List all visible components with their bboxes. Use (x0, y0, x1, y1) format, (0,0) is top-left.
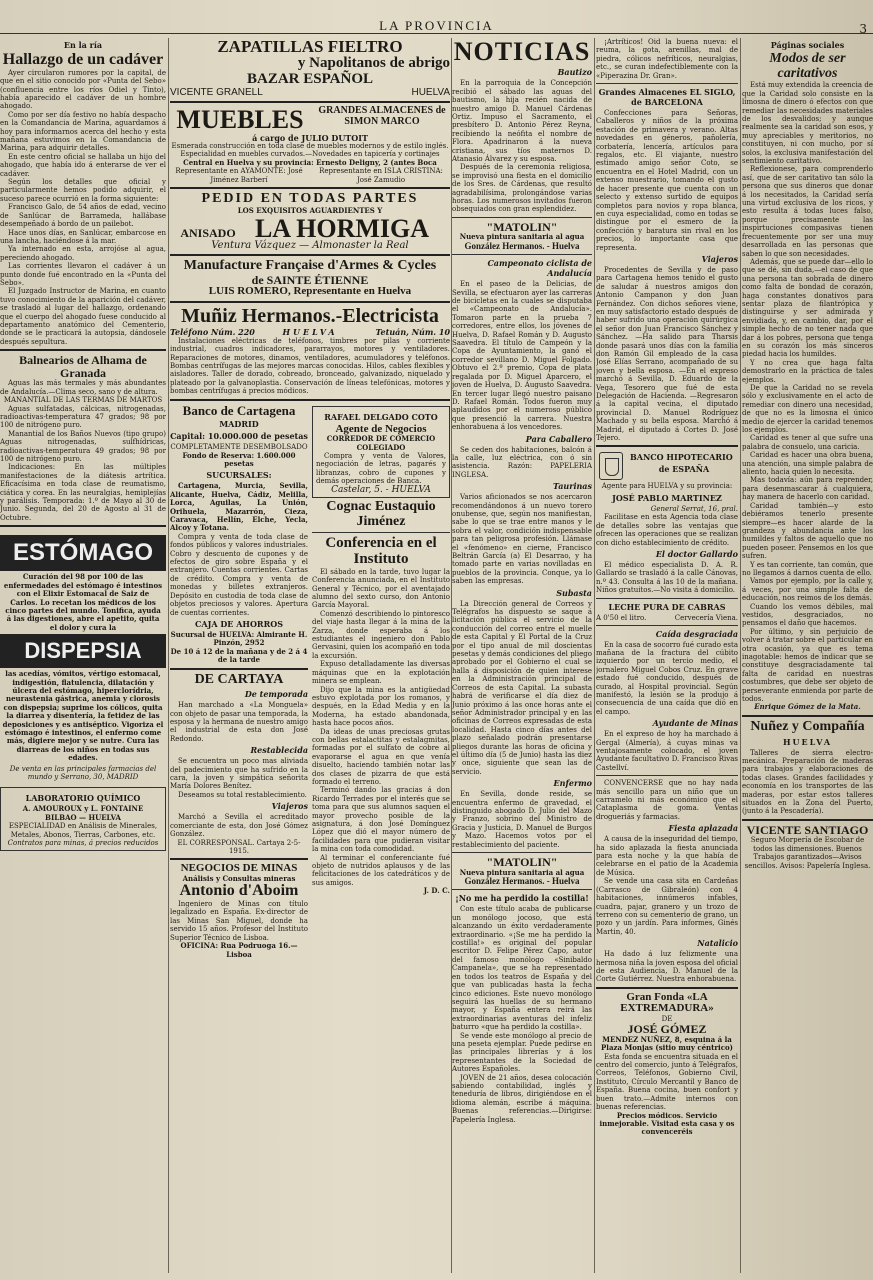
ad-muniz-title: Muñiz Hermanos.-Electricista (181, 304, 439, 327)
paragraph: Se encuentra un poco mas aliviada del padecimiento que ha sufrido en la cara, la joven y simpática señorita María Dolores Benítez. (170, 757, 308, 791)
conf-sign: J. D. C. (423, 886, 450, 896)
paragraph: MANANTIAL DE LAS TERMAS DE MARTOS (3, 396, 163, 405)
banco-title: BANCO HIPOTECARIO (630, 452, 733, 463)
paragraph: Además, que se puede dar—ello lo que se dé, sin duda,—el caso de que una persona tan sobrada de dinero como falta de bondad de corazón, haga constantes donativos para sentar plaza de filantrópica y distinguirse y ser admirada y envidiada, y, en cambio, dar, por el simple hecho de no tener nada que dar á los pobres, persona que tenga en su corazón los más sinceros piedad hacia los humildes. (742, 257, 873, 359)
lab-text: ESPECIALIDAD en Análisis de Minerales, Metales, Abonos, Tierras, Carbones, etc. (8, 822, 158, 839)
rafael-sub: Agente de Negocios (335, 422, 427, 435)
ad-muniz-city: HUELVA (282, 326, 338, 337)
bank-sub: COMPLETAMENTE DESEMBOLSADO (170, 443, 308, 452)
paragraph: Dijo que la mina es la antigüedad estuvo explotada por los romanos, y después, en la Edad Media y en la Moderna, ha estado abandonada, hasta hace pocos años. (312, 685, 450, 728)
paragraph: El médico especialista D. A. R. Gallardo se trasladó á la calle Cánovas, n.º 43. Consulta á las 10 de la mañana. Niños gratuitos.—No visita á domicilio. (596, 560, 738, 595)
ad-muniz-info (170, 327, 450, 337)
fonda-foot: Precios módicos. Servicio inmejorable. Visitad esta casa y os convenceréis (599, 1110, 735, 1137)
bank-branches: Cartagena, Murcia, Sevilla, Alicante, Huelva, Cádiz, Melilla, Lorca, Aguilas, La Unión, Orihuela, Mazarrón, Cieza, Caravaca, Hellín, Elche, Yecla, Alcoy y Totana. (170, 481, 308, 533)
subhead: Fiesta aplazada (668, 823, 738, 834)
paragraph: Está muy extendida la creencia de que la Caridad solo consiste en la limosna de dinero ó efectos con que remediar las necesidades materiales de los desvalidos; y aunque realmente sea la caridad son esos, y muy apreciables y meritorios, no constituyen, ni con mucho, por sí solos, la exclusiva manifestación del sentimiento caritativo. (742, 81, 873, 166)
ad-zapatillas-sub: y Napolitanos de abrigo (297, 54, 450, 71)
subhead: Viajeros (271, 801, 308, 812)
ad-zapatillas-title: ZAPATILLAS FIELTRO (217, 38, 403, 56)
ad-hormiga-title: LA HORMIGA (254, 214, 430, 244)
ad-hormiga-sub: LOS EXQUISITOS AGUARDIENTES Y (237, 205, 383, 215)
paragraph: Se vende una casa sita en Cardeñas (Carrasco de Gibraleón) con 4 habitaciones, innúmeros infables, cuadra, pajar, granero y un trozo de terreno con su cementerio de grano, un pozo y un jardín. Para informes, Ginés Martin, 40. (596, 877, 738, 936)
headline-balnearios: Balnearios de Alhama de Granada (19, 353, 147, 380)
noticias-title: NOTICIAS (453, 38, 591, 66)
divider (170, 101, 450, 103)
bank-capital: Capital: 10.000.000 de pesetas (170, 431, 308, 442)
column-4 (596, 38, 738, 1278)
section-kicker: Páginas sociales (770, 40, 845, 50)
coat-of-arms-icon (599, 452, 623, 480)
headline-cadaver: Hallazgo de un cadáver (2, 51, 164, 68)
column-rule (594, 38, 595, 1273)
paragraph: Han marchado a «La Monguela» con objeto de pasar una temporada, la esposa y la hermana de nuestro amigo el industrial de esta don José Redondo. (170, 701, 308, 743)
bank-ad (170, 404, 308, 959)
divider (452, 852, 592, 853)
paragraph: Por último, y sin perjuicio de volver á tratar sobre el particular en otra ocasión, ya que es tema inagotable: hemos de indicar que se constituye desgraciadamente tal falta de caridad en nuestras costumbres, que debe ser objeto de perseverante enmienda por parte de todos. (742, 627, 873, 704)
subhead: Viajeros (701, 253, 738, 264)
bank-fund: Fondo de Reserva: 1.600.000 pesetas (182, 450, 296, 468)
leche-price: A 0'50 el litro. (596, 613, 647, 622)
right-subcolumn (312, 404, 450, 959)
ad-armes-rep: LUIS ROMERO, Representante en Huelva (208, 285, 412, 298)
paragraph: En el expreso de hoy ha marchado á Gergal (Almería), á cuyas minas va ventajosamente colocado, el joven Ayudante facultativo D. Francisco Rivas Castellví. (596, 730, 738, 772)
bank-caja: CAJA DE AHORROS (195, 618, 283, 629)
bank-text: Compra y venta de toda clase de fondos públicos y valores industriales. Cobro y descuento de cupones y de efectos de giro sobre España y el extranjero. Cuentas corrientes. Cartas de crédito. Compra y venta de monedas y billetes extranjeros. Depósito en custodia de toda clase de objetos preciosos y valores. Apertura de cuentas corrientes. (170, 532, 308, 617)
minas-addr: OFICINA: Rua Podruoga 16.—Lisboa (180, 941, 298, 959)
matolin-sub: Nueva pintura sanitaria al agua (459, 232, 585, 242)
paragraph: Como por ser día festivo no había despacho en la Comandancia de Marina, aguardamos á hoy para informarnos acerca del hecho y esta mañana estuvimos en la Comandancia de Marina, para adquirir detalles. (0, 110, 166, 153)
bank-branches-title: SUCURSALES: (206, 470, 272, 481)
lab-ad (0, 787, 166, 851)
paragraph: Esta fonda se encuentra situada en el centro del comercio, junto á Telégrafos, Correos, Teléfonos, Gobierno Civil, Instituto, Círculo Mercantil y Banco de España. Buena cocina, buen confort y buen trato.—Admite internos con buenas referencias. (596, 1052, 738, 1112)
divider (312, 532, 450, 533)
paragraph: Se vende este monólogo al precio de una peseta ejemplar. Puede pedirse en las principales librerías y á los representantes de la Sociedad de Autores Españoles. (452, 1031, 592, 1074)
leche-info (596, 614, 738, 622)
paragraph: CONVENCERSE que no hay nada más sencillo para un niño que un carramelo ni más económico que el Cataplasma de goma. Ventas drogueriás y farmacias. (596, 779, 738, 821)
paragraph: Y es tan corriente, tan común, que no llegamos á darnos cuenta de ello. (742, 560, 873, 577)
minas-sub: Análisis y Consultas mineras (182, 873, 296, 883)
column-rule (168, 38, 169, 1273)
subhead: El doctor Gallardo (655, 548, 738, 559)
paragraph: Caridad es hacer una obra buena, una atención, una simple palabra de aliento, hacia quien lo necesita. (742, 451, 873, 477)
subhead: Natalicio (697, 938, 738, 949)
column-2 (170, 38, 450, 1278)
column-rule (740, 38, 741, 1273)
paragraph: Ya internado en esta, arrojóse al agua, pereciendo ahogado. (0, 245, 166, 262)
paragraph: Procedentes de Sevilla y de paso para Cartagena hemos tenido el gusto de saludar á nuestros amigos don Antonio Campanon y don Juan Fernández. Con dichos señores viene, en muy satisfactorio estado después de haber sufrido una operación quirúrgica el señor don Juan Francisco Sánchez y Sánchez. —Ha salido para Tharsis donde pasará unos días con la familia don Ramón Gil empleado de la casa José Elías Serrano, acompañado de su joven y bella esposa. —En el expreso marchó á Sevilla, D. Eduardo de la Vega, Tesorero que fué de esta Delegación de Hacienda. —Regresaron á la capital vecina, el diputado provincial D. Manuel Rodríguez Machado y su bella esposa. Marchó á Madrid, el diputado á Cortes D. José Tejero. (596, 265, 738, 443)
ad-muebles-rep1: Representante en AYAMONTE: José Jiménez Barberí (175, 167, 303, 184)
divider (742, 819, 873, 821)
lab-cities: BILBAO — HUELVA (45, 812, 121, 822)
rafael-ad (312, 406, 450, 498)
paragraph: Aguas sulfatadas, cálcicas, nitrogenadas, radioactivas-temperatura 47 grados; 98 por 100 de nitrógeno puro. (0, 404, 166, 430)
dispepsia-banner: DISPEPSIA (0, 634, 166, 668)
ad-muebles-charge: á cargo de JULIO DUTOIT (252, 132, 368, 143)
estomago-banner: ESTÓMAGO (0, 535, 166, 571)
paragraph: El Juzgado Instructor de Marina, en cuanto tuvo conocimiento de la aparición del cadáver, se trasladó al lugar del hallazgo, ordenando que el cuerpo del ahogado fuese conducido al departamento anatómico del Cementerio, donde se le practicará la autopsia, dándosele después sepultura. (0, 287, 166, 346)
paragraph: Confecciones para Señoras, Caballeros y niños de la próxima estación de primavera y verano. Altas novedades en géneros, pañolería, corbatería, lencería, artículos para regalos, etc. El viajante, nuestro estimado amigo señor Coto, se encuentra en el Hotel Madrid, con un extenso muestrario, tomando el gusto de hacer presente que cuenta con un selecto y extenso surtido de equipos completos para novios y ropa blanca, en cuya especialidad, como en todas se distingue por el esmero de la confección y baratura sin rival en los precios, lo importante casa que representa. (596, 109, 738, 252)
banco-seal (596, 450, 626, 482)
cognac-title: Cognac Eustaquio Jiménez (326, 498, 436, 529)
ad-hormiga-owner: Ventura Vázquez — Almonaster la Real (211, 240, 409, 252)
lab-names: A. AMOUROUX y L. FONTAINE (22, 804, 144, 814)
ad-zapatillas-store: BAZAR ESPAÑOL (247, 70, 373, 87)
paragraph: En la casa de socorro fué curado esta mañana de la fractura del cúbito izquierdo por un tercio medio, el jornalero Miguel Cobos Cruz. En grave estado fué conducido, después de curado, al Hospital provincial. Según manifestó, la lesión se la produjo á consecuencia de una caída que dió en el campo. (596, 640, 738, 716)
divider (452, 254, 592, 255)
paragraph: JOVEN de 21 años, desea colocación sabiendo contabilidad, inglés y teneduría de libros, dirigiéndose en el idioma alemán, escribe á máquina. Buenas referencias.—Dirigirse: Papelería Inglesa. (452, 1073, 592, 1124)
paragraph: Varios aficionados se nos acercaron recomendándonos á un nuevo torero onubense, que, según nos manifiestan, sabe lo que se trae entre manos y le sobra el valor, condición indispensable para tan peligrosa profesión. Llámase el «fenómeno» en cierne, Francisco Beltrán García (a) El Desarrao, y ha tomado parte en varias novilladas en pueblos de la provincia. Conque, ya lo saben las empresas. (452, 493, 592, 586)
ad-hormiga-brand (170, 215, 450, 242)
paragraph: Se ceden dos habitaciones, balcón á la calle, luz eléctrica, con ó sin asistencia. Razón: PAPELERIA INGLESA. (452, 445, 592, 479)
divider (0, 349, 166, 351)
ad-muebles-central: Central en Huelva y su provincia: Ernesto Deligny, 2 (antes Boca (183, 157, 437, 167)
story-cadaver (0, 69, 166, 346)
paragraph: Ha dado á luz felizmente una hermosa niña la joven esposa del oficial de esta Audiencia, D. Manuel de la Corte Gutiérrez. Nuestra enhorabuena. (596, 950, 738, 984)
fonda-addr: MENDEZ NUÑEZ, 8, esquina á la Plaza Monjas (sitio muy céntrico) (601, 1034, 733, 1053)
divider (596, 83, 738, 84)
divider (170, 399, 450, 401)
ad-muniz-text: Instalaciones eléctricas de teléfonos, timbres por pilas y corriente industrial, cuadros indicadores, pararrayos, motores y ventiladores. Reparaciones de motores, dinamos, ventiladores, acumuladores y teléfonos. Bombas centrífugas de las mejores marcas conocidas. Hilos, cables flexibles y aisladores. Taller de dorado, cobreado, bronceado, galvanizado, niquelado y plateado por la galvanoplastia. Conservación de líneas telefónicas, motores y bombas centrífugas á precios módicos. (170, 336, 450, 396)
vs-text: Seguro Morpería de Escobar de todos las dimensiones. Buenos Trabajos garantizados—Avisos sencillos. Avisos: Papelería Inglesa. (744, 836, 871, 870)
ad-muebles-header (170, 106, 450, 133)
subhead: Taurinas (553, 481, 592, 492)
cartaya-title: DE CARTAYA (194, 671, 284, 687)
banco-addr: General Serrat, 16, pral. (650, 504, 738, 513)
minas-text: Ingeniero de Minas con título legalizado en España. Ex-director de las Minas San Miguel, donde ha servido 15 años. Profesor del Instituto Superior Técnico de Lisboa. (170, 900, 308, 942)
ad-owner: VICENTE GRANELL (170, 87, 263, 99)
paragraph: De que la Caridad no se revela sólo y exclusivamente en el acto de remediar con dinero una necesidad, de que no es la limosna el único medio de ejercer la caridad tenemos los ejemplos. (742, 384, 873, 435)
paragraph: Vamos por ejemplo, por la calle y, á veces, por una simple falta de educación, nos reimos de los demás. (742, 577, 873, 603)
subhead: Bautizo (557, 67, 592, 78)
paragraph: Expuso detalladamente las diversas máquinas que en la explotación minera se emplean. (312, 660, 450, 686)
paragraph: En este centro oficial se hallaba un hijo del ahogado, que había ido á enterarse de ver el cadáver. (0, 152, 166, 178)
column-3 (452, 38, 592, 1278)
paragraph: Aguas las más termales y más abundantes de Andalucía.—Clima seco, sano y de altura. (0, 379, 166, 396)
paragraph: El sábado en la tarde, tuvo lugar la Conferencia anunciada, en el Instituto General y Técnico, por el aventajado alumno del sexto curso, don Antonio García Mayoral. (312, 567, 450, 610)
matolin2-firm: González Hermanos. - Huelva (464, 876, 580, 887)
divider (452, 889, 592, 890)
banco-name: JOSÉ PABLO MARTINEZ (612, 492, 722, 503)
story-balnearios (0, 379, 166, 522)
paragraph: EL CORRESPONSAL. Cartaya 2-5-1915. (177, 838, 301, 855)
divider (170, 858, 308, 860)
masthead (0, 18, 873, 34)
banco-agent: Agente para HUELVA y su provincia: (601, 482, 733, 491)
divider (596, 598, 738, 599)
ad-muebles-rep2: Representante en ISLA CRISTINA: José Zamudio (319, 167, 443, 184)
paragraph: Reflexionese, para comprenderlo así, que de ser caritativo tan sólo la persona que sus dineros que donar á los necesitados, la Caridad sería una virtud exclusiva de los ricos, y esto resulta á todas luces falso, porque precisamente las inspirtuciones compasivas tienen frecuentemente por ser una muy desarrollada en las personas que saben lo que son necesidades. (742, 165, 873, 258)
paragraph: Facilitase en esta Agencia toda clase de detalles sobre las ventajas que ofrecen las operaciones que se realizan con dicho establecimiento de crédito. (596, 513, 738, 547)
divider (0, 525, 166, 527)
bank-caja-text: Sucursal de HUELVA: Almirante H. Pinzón, 2952 (170, 629, 308, 648)
subhead: Ayudante de Minas (652, 718, 738, 729)
paragraph: Indicaciones: En las múltiples manifestaciones de la diátesis artrítica. Eficacísima en toda clase de reumatismo, ciática y corea. En las neuralgias, hemiplejías y parálisis. Temporada: 1.º de Mayo al 30 de Junio. Segunda, del 20 de Agosto al 31 de Octubre. (0, 463, 166, 522)
divider (596, 775, 738, 776)
ad-zapatillas-footer (170, 87, 450, 98)
ad-muniz-addr: Tetuán, Núm. 10 (375, 326, 450, 337)
ads-row (170, 404, 450, 959)
rafael-text: Compra y venta de Valores, negociación de letras, pagarés y libranzas, cobro de cupones y demás operaciones de Banca. (316, 451, 446, 486)
paragraph: Terminó dando las gracias á don Ricardo Terrades por el interés que se toma para que sus alumnos saquen el mayor provecho posible de la asignatura, á don José Domínguez López que dió el mayor número de facilidades para que pudieran visitar la mina con toda comodidad. (312, 786, 450, 854)
subhead: ¡No me ha perdido la costilla! (455, 893, 589, 904)
paragraph: Según los detalles que oficial y particularmente hemos podido adquirir, el suceso parece ocurrió en la forma siguiente: (0, 178, 166, 203)
subhead: Restablecida (250, 745, 308, 756)
subhead: De temporada (244, 689, 308, 700)
paragraph: En la parroquia de la Concepción recibió el sábado las aguas del bautismo, la hija recién nacida de nuestro amigo D. Manuel Cárdenas Ortiz. Impuso el Sacramento, el presbítero D. Antonio Pérez Reyna, recibiendo la neófita el nombre de Flora. Apadrinaron á la nueva cristiana, sus tíos maternos D. Atanasio Álvarez y su esposa. (452, 79, 592, 163)
paragraph: Francisco Galo, de 54 años de edad, vecino de Sanlúcar de Barrameda, hallábase desempeñado á bordo de un pailebot. (0, 203, 166, 229)
subhead: Caída desgraciada (655, 628, 738, 639)
paragraph: Caridad también—y esto debiéramos tenerlo presente siempre—es hacer alarde de la grandeza y abundancia ante los humildes y faltos de aquello que no pueden poseer. Pensemos en los que sufren. (742, 501, 873, 561)
paragraph: La Dirección general de Correos y Telégrafos ha dispuesto se saque á licitación pública el servicio de la conducción del correo entre el muelle de esta Capital y El Portal de la Cruz por el tipo anual de mil doscientas pesetas y demás condiciones del pliego aprobado por el Gobierno el cual se halla á disposición de quien interese en la Administración principal de Correos de esta Capital. La subasta habrá de verificarse el día diez de Junio próximo á las once horas ante el señor Administrador principal y en las oficinas de Correos expresadas de esta localidad. Hasta cinco días antes del plazo señalado podrán presentarse pliegos durante las horas de oficina y el último día (5 de Junio) hasta las diez y once, siguiente que sean las de servicio. (452, 599, 592, 776)
vs-title: VICENTE SANTIAGO (746, 822, 869, 837)
paragraph: Marchó a Sevilla el acreditado comerciante de esta, don José Gómez González. (170, 813, 308, 839)
ad-muebles-store: GRANDES ALMACENES de SIMON MARCO (318, 105, 446, 127)
matolin2-title: "MATOLIN" (486, 855, 558, 870)
nunez-title: Nuñez y Compañía (750, 718, 865, 734)
leche-place: Cervecería Viena. (674, 613, 738, 622)
subhead: Campeonato ciclista de Andalucía (487, 258, 592, 279)
paragraph: Al terminar el conferenciante fué objeto de nutridos aplausos y de las felicitaciones de los catedráticos y de sus amigos. (312, 853, 450, 887)
ad-muniz-phone: Teléfono Núm. 220 (170, 326, 255, 337)
masthead-title: LA PROVINCIA (379, 18, 494, 33)
lab-title: LABORATORIO QUÍMICO (25, 793, 141, 804)
paragraph: En Sevilla, donde reside, se encuentra enfermo de gravedad, el distinguido abogado D. Julio del Mazo y Franzo, sobrino del Ministro de Gracia y Justicia, D. Manuel de Burgos y Mazo. Hacemos votos por el restablecimiento del paciente. (452, 790, 592, 849)
column-1 (0, 38, 166, 1278)
rafael-addr: Castelar, 5. - HUELVA (331, 484, 431, 495)
paragraph: Las corrientes llevaron el cadáver á un punto donde fué encontrado en la «Punta del Sebo». (0, 262, 166, 287)
ad-city: HUELVA (411, 87, 450, 99)
paragraph: Da ideas de unas preciosas grutas con bellas estalactitas y estalagmitas, formadas por el sulfato de cobre al evaporarse el agua en que venía disuelto, haciendo también notar las dos clases de pizarra de que está formado el terreno. (312, 727, 450, 786)
ad-armes-title: Manufacture Française d'Armes & Cycles (183, 257, 437, 273)
divider (596, 987, 738, 989)
paragraph: Con este título acaba de publicarse un monólogo jocoso, que está alcanzando un éxito verdaderamente extraordinario. «¡Se me ha perdido la costilla!» es original del popular escritor D. Felipe Pérez Capo, autor del famoso monólogo «Sinibaldo Campanela», que se ha representado en todos los teatros de España y del que van publicadas hasta la fecha cinco ediciones. Este nuevo monólogo seguirá las huellas de su hermano mayor, y España entera reirá las extraordinarias aventuras del infeliz baturro «que ha perdido la costilla». (452, 905, 592, 1032)
ad-muebles-title: MUEBLES (176, 105, 304, 135)
divider (170, 187, 450, 189)
estomago-text: Curación del 98 por 100 de las enfermedades del estómago é intestinos con el Elixir Estomacal de Saiz de Carlos. Lo recetan los médicos de los cinco partes del mundo. Tonifica, ayuda á las digestiones, abre el apetito, quita el dolor y cura la (3, 572, 163, 632)
minas-title: NEGOCIOS DE MINAS (180, 862, 298, 875)
rafael-corr: CORREDOR DE COMERCIO COLEGIADO (326, 434, 436, 452)
nunez-city: HUELVA (782, 736, 833, 747)
conf-title: Conferencia en el Instituto (325, 535, 437, 568)
divider (596, 445, 738, 447)
paragraph: Cuando los vemos débiles, mal vestidos, desgraciados, no pensamos el daño que hacemos. (742, 602, 873, 628)
lab-foot: Contratos para minas, á precios reducidos (7, 839, 159, 848)
section-kicker: En la ría (63, 40, 103, 50)
banco-heading (630, 450, 738, 482)
paragraph: Talleres de sierra electro-mecánica. Preparación de maderas para trabajos y elaboraciones de todas clases. Grandes facilidades y economía en los transportes de las maderas, por estar estos talleres situados en la Zona del Puerto, (junto á la Pescadería). (742, 748, 873, 816)
paragraph: Y no crea que haga falta demostrarlo en la práctica de tales ejemplos. (742, 358, 873, 384)
ad-muebles-reps (170, 167, 450, 184)
fonda-title: Gran Fonda «LA EXTREMADURA» (620, 990, 714, 1015)
paragraph: Después de la ceremonia religiosa, se improvisó una fiesta en el domicilio de los Sres. de Cárdenas, que resultó agradabilísima, prolongándose varias horas. Los numerosos invitados fueron obsequiados con gran esplendidez. (452, 163, 592, 214)
author-sign: Enrique Gómez de la Mata. (754, 702, 861, 712)
banco-sub: de ESPAÑA (658, 464, 710, 475)
siglo-title: Grandes Almacenes EL SIGLO, de BARCELONA (598, 87, 736, 108)
paragraph: A causa de la inseguridad del tiempo, ha sido aplazada la fiesta anunciada para esta noche y la que había de celebrarse en el patio de la Academia de Música. (596, 835, 738, 877)
fonda-de: DE (661, 1014, 673, 1023)
caritativos-title: Modos de ser caritativos (769, 51, 846, 81)
divider (170, 254, 450, 256)
bank-city: MADRID (219, 419, 259, 430)
paragraph: Manantial de los Baños Nuevos (tipo grupo) Aguas nitrogenadas, sulfhídricas, radioactivas-temperatura 49 grados; 98 por 100 de nitrógeno puro. (0, 429, 166, 464)
ad-hormiga-pre: ANISADO (180, 226, 236, 241)
paragraph: En el paseo de la Delicias, de Sevilla, se efectuaron ayer las carreras de bicicletas en la cuales se disputaba el «Campeonato de Andalucía». Tomaron parte en la prueba 7 corredores, entre ellos, los jóvenes de Huelva, D. Rafael Román y D. Augusto Saavedra. El título de Campeón y la Copa de Ayuntamiento, la ganó el corredor sevillano D. Miguel Folgado. Obtuvo el 2.º premio, Copa de plata regalada por D. Miguel Aparcero, el joven de Huelva, D. Augusto Saavedra. En tercer lugar llegó nuestro paisano D. Rafael Román. Todos fueron muy aplaudidos por el numeroso público que presenció la carrera. Nuestra enhorabuena á los vencedores. (452, 280, 592, 432)
bank-title: Banco de Cartagena (182, 402, 296, 418)
divider (742, 715, 873, 717)
matolin-title: "MATOLIN" (486, 219, 558, 234)
dispepsia-foot: De venta en las principales farmacias del mundo y Serrano, 30, MADRID (9, 764, 157, 782)
banco-ad (596, 450, 738, 482)
fonda-name: JOSÉ GÓMEZ (627, 1022, 707, 1037)
ad-armes-city: de SAINTE ÉTIENNE (251, 272, 369, 287)
divider (170, 301, 450, 303)
ad-muebles-text: Esmerada construcción en toda clase de muebles modernos y de estilo inglés. Especialidad en muebles curvados.—Novedades en tapicería y cortinajes (171, 142, 449, 159)
divider (596, 625, 738, 626)
matolin-firm: González Hermanos. - Huelva (464, 240, 580, 251)
paragraph: Mas todavía: aún para reprender, para desenmascarar á cualquiera, hay manera de hacerlo con caridad. (742, 476, 873, 502)
paragraph: Deseamos su total restablecimiento. (178, 790, 307, 799)
bank-hours: De 10 á 12 de la mañana y de 2 á 4 de la tarde (170, 646, 308, 665)
leche-title: LECHE PURA DE CABRAS (608, 601, 726, 612)
paragraph: Caridad es tener al que sufre una palabra de consuelo, una caricia. (742, 434, 873, 451)
subhead: Subasta (556, 587, 592, 598)
divider (170, 668, 308, 670)
subhead: Para Caballero (525, 433, 592, 444)
minas-name: Antonio d'Aboim (179, 882, 299, 900)
matolin2-sub: Nueva pintura sanitaria al agua (459, 867, 585, 877)
page-number: 3 (859, 22, 867, 36)
column-5 (742, 38, 873, 1278)
dispepsia-text: las acedías, vómitos, vértigo estomacal, indigestión, flatulencia, dilatación y úlcera del estómago, hiperclorídria, neurastenia gástrica, anemia y clorosis con dispepsia; suprime los cólicos, quita la diarrea y disentería, la fetidez de las deposiciones y es antiséptico. Vigoriza el estómago é intestinos, el enfermo come más, digiere mejor y se nutre. Cura las diarreas de los niños en todas sus edades. (2, 669, 164, 763)
subhead: Enfermo (553, 778, 592, 789)
paragraph: ¡Artríticos! Oid la buena nueva: el reuma, la gota, arenillas, mal de piedra, cólicos nefríticos, neuralgias, etc., se curan indefectiblemente con la «Piperazina Dr. Gran». (596, 38, 738, 80)
paragraph: Hace unos días, en Sanlúcar, embarcose en una lancha, haciéndose á la mar. (0, 228, 166, 245)
rafael-title: RAFAEL DELGADO COTO (324, 411, 438, 422)
paragraph: Comenzó describiendo lo pintoresco del viaje hasta llegar á la mina de la Zarza, donde esperaba á los estudiantes el ingeniero don Pablo Gervasini, quien los acompañó en toda la excursión. (312, 609, 450, 660)
paragraph: Ayer circularon rumores por la capital, de que en el sitio conocido por «Punta del Sebo» (confluencia entre los ríos Odiel y Tinto), había aparecido el cadáver de un hombre ahogado. (0, 68, 166, 111)
divider (452, 217, 592, 218)
ad-hormiga-top: PEDID EN TODAS PARTES (201, 191, 419, 207)
